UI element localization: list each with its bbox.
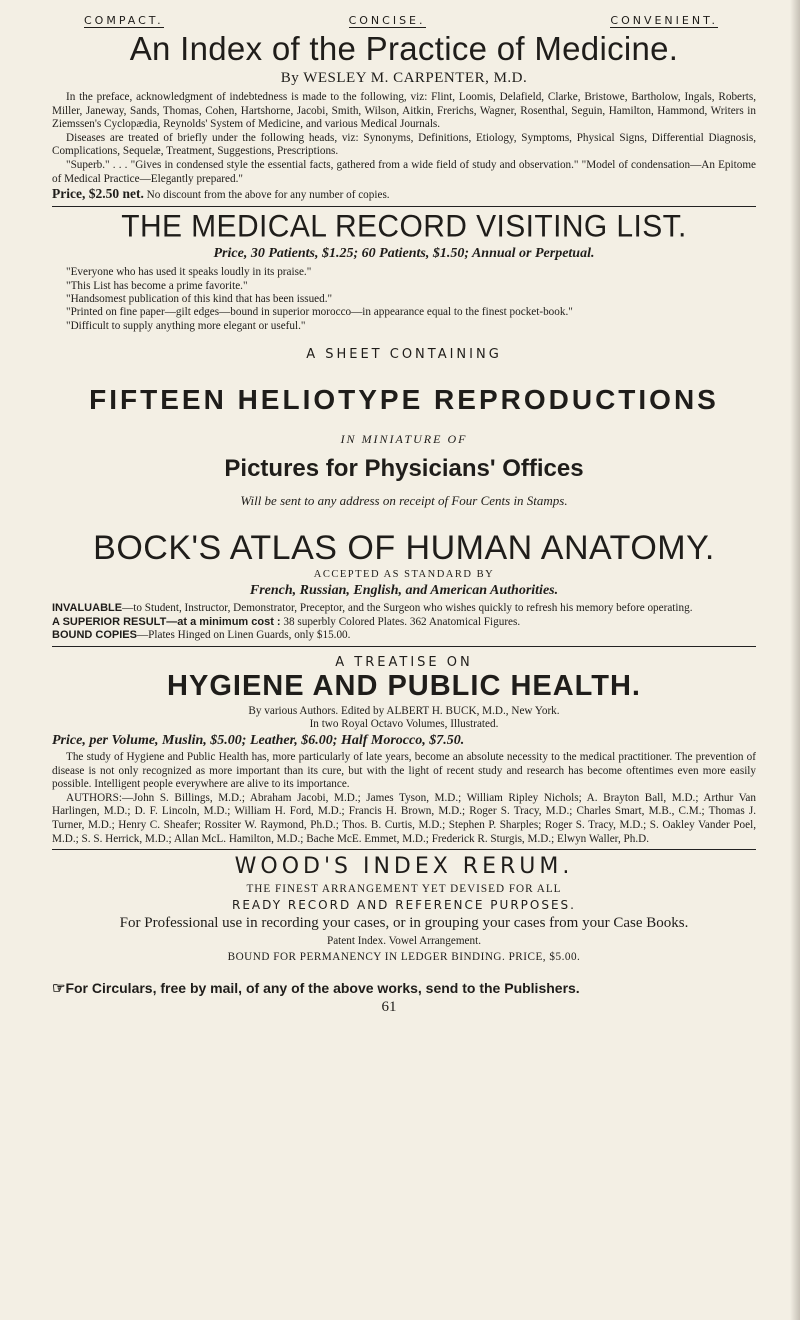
bock-title: BOCK'S ATLAS OF HUMAN ANATOMY. [93,529,715,568]
index-title: An Index of the Practice of Medicine. [129,30,679,67]
stamps-line: Will be sent to any address on receipt of Four Cents in Stamps. [240,493,568,509]
index-price-label: Price, $2.50 net. [52,186,144,202]
wood-professional-use: For Professional use in recording your cases, or in grouping your cases from your Case Books. [119,915,689,932]
tagline-convenient: CONVENIENT. [610,14,718,27]
bock-invaluable-lead: INVALUABLE [52,602,123,615]
wood-arrangement: THE FINEST ARRANGEMENT YET DEVISED FOR ALL [246,883,562,896]
divider [52,646,756,647]
bock-superior [52,616,756,630]
record-quote: "This List has become a prime favorite." [66,279,248,292]
bock-superior-lead: A SUPERIOR RESULT—at a minimum cost : [52,615,281,628]
advertisement-page [52,14,756,1016]
index-preface: In the preface, acknowledgment of indebtedness is made to the following, viz: Flint, Loomis, Delafield, Clarke, Bristowe, Bartholow, Ingals, Roberts, Miller, Janeway, Sands, Thomas, Cohen, Hartshorne, Jacobi, Smith, Wilson, Aitkin, Frerichs, Wagner, Rosenthal, Seguin, Hamilton, Hammond, Writers in Ziemssen's Cyclopædia, Reynolds' System of Medicine, and various Medical Journals. [52,91,756,131]
divider [52,849,756,850]
circulars-text: For Circulars, free by mail, of any of the above works, send to the Publishers. [65,980,580,997]
tagline [52,14,756,28]
record-quote: "Printed on fine paper—gilt edges—bound in superior morocco—in appearance equal to the finest pocket-book." [66,306,573,319]
hygiene-editor: By various Authors. Edited by ALBERT H. BUCK, M.D., New York. [248,704,560,717]
bock-superior-text: 38 superbly Colored Plates. 362 Anatomical Figures. [280,615,521,628]
index-price [52,186,756,203]
bock-bound-lead: BOUND COPIES [52,629,137,642]
index-byline: By WESLEY M. CARPENTER, M.D. [280,70,528,86]
bock-bound [52,629,756,643]
bock-accepted: ACCEPTED AS STANDARD BY [313,569,495,581]
heliotype-title: FIFTEEN HELIOTYPE REPRODUCTIONS [89,384,719,416]
record-quote: "Everyone who has used it speaks loudly in its praise." [66,266,312,279]
wood-title: WOOD'S INDEX RERUM. [234,854,574,880]
record-price: Price, 30 Patients, $1.25; 60 Patients, $1.50; Annual or Perpetual. [213,246,595,262]
pictures-title: Pictures for Physicians' Offices [224,455,584,483]
hygiene-description: The study of Hygiene and Public Health has, more particularly of late years, become an absolute necessity to the medical practitioner. The prevention of disease is not only recognized as more important than its cure, but with the light of recent study and research has become oftentimes even more easily possible. Intelligent people everywhere are alive to its importance. [52,750,756,791]
divider [52,206,756,207]
bock-invaluable [52,602,756,616]
hygiene-price: Price, per Volume, Muslin, $5.00; Leather, $6.00; Half Morocco, $7.50. [52,732,465,748]
wood-price: BOUND FOR PERMANENCY IN LEDGER BINDING. PRICE, $5.00. [227,951,581,964]
treatise-heading: A TREATISE ON [335,654,473,670]
wood-purposes: READY RECORD AND REFERENCE PURPOSES. [232,898,576,913]
index-diseases: Diseases are treated of briefly under the following heads, viz: Synonyms, Definitions, Etiology, Symptoms, Physical Signs, Differential Diagnosis, Complications, Sequelæ, Treatment, Suggestions, Prescriptions. [52,131,756,158]
bock-invaluable-text: —to Student, Instructor, Demonstrator, Preceptor, and the Surgeon who wishes quickly to refresh his memory before operating. [122,602,693,615]
index-reviews: "Superb." . . . "Gives in condensed style the essential facts, gathered from a wide field of study and observation." "Model of condensation—An Epitome of Medical Practice—Elegantly prepared." [52,158,756,185]
bock-bound-text: —Plates Hinged on Linen Guards, only $15.00. [136,629,351,642]
index-price-note: No discount from the above for any number of copies. [146,189,390,202]
bock-authorities: French, Russian, English, and American Authorities. [249,583,559,599]
page-number: 61 [381,999,397,1016]
record-quote: "Difficult to supply anything more elegant or useful." [66,319,306,332]
pointing-hand-icon: ☞ [52,980,66,998]
tagline-compact: COMPACT. [84,14,164,27]
miniature-line: IN MINIATURE OF [340,432,468,447]
page-edge-shadow [790,0,800,1320]
tagline-concise: CONCISE. [348,14,426,27]
hygiene-authors: AUTHORS:—John S. Billings, M.D.; Abraham Jacobi, M.D.; James Tyson, M.D.; William Ripley Nichols; A. Brayton Ball, M.D.; Arthur Van Harlingen, M.D.; D. F. Lincoln, M.D.; William H. Ford, M.D.; Francis H. Brown, M.D.; Roger S. Tracy, M.D.; Charles Smart, M.B., C.M.; Thomas J. Turner, M.D.; Henry C. Sheafer; Rossiter W. Raymond, Ph.D.; Thos. B. Curtis, M.D.; Stephen P. Sharples; Roger S. Tracy, M.D.; S. Oakley Vander Poel, M.D.; S. S. Herrick, M.D.; Allan McL. Hamilton, M.D.; Bache McE. Emmet, M.D.; Frederick R. Sturgis, M.D.; Elwyn Waller, Ph.D. [52,791,756,845]
wood-patent: Patent Index. Vowel Arrangement. [326,935,481,948]
hygiene-title: HYGIENE AND PUBLIC HEALTH. [167,669,641,702]
record-quote: "Handsomest publication of this kind that has been issued." [66,292,333,305]
sheet-heading: A SHEET CONTAINING [306,347,502,363]
hygiene-volumes: In two Royal Octavo Volumes, Illustrated. [309,717,499,730]
circulars-note [52,980,756,997]
record-title: THE MEDICAL RECORD VISITING LIST. [121,209,687,244]
